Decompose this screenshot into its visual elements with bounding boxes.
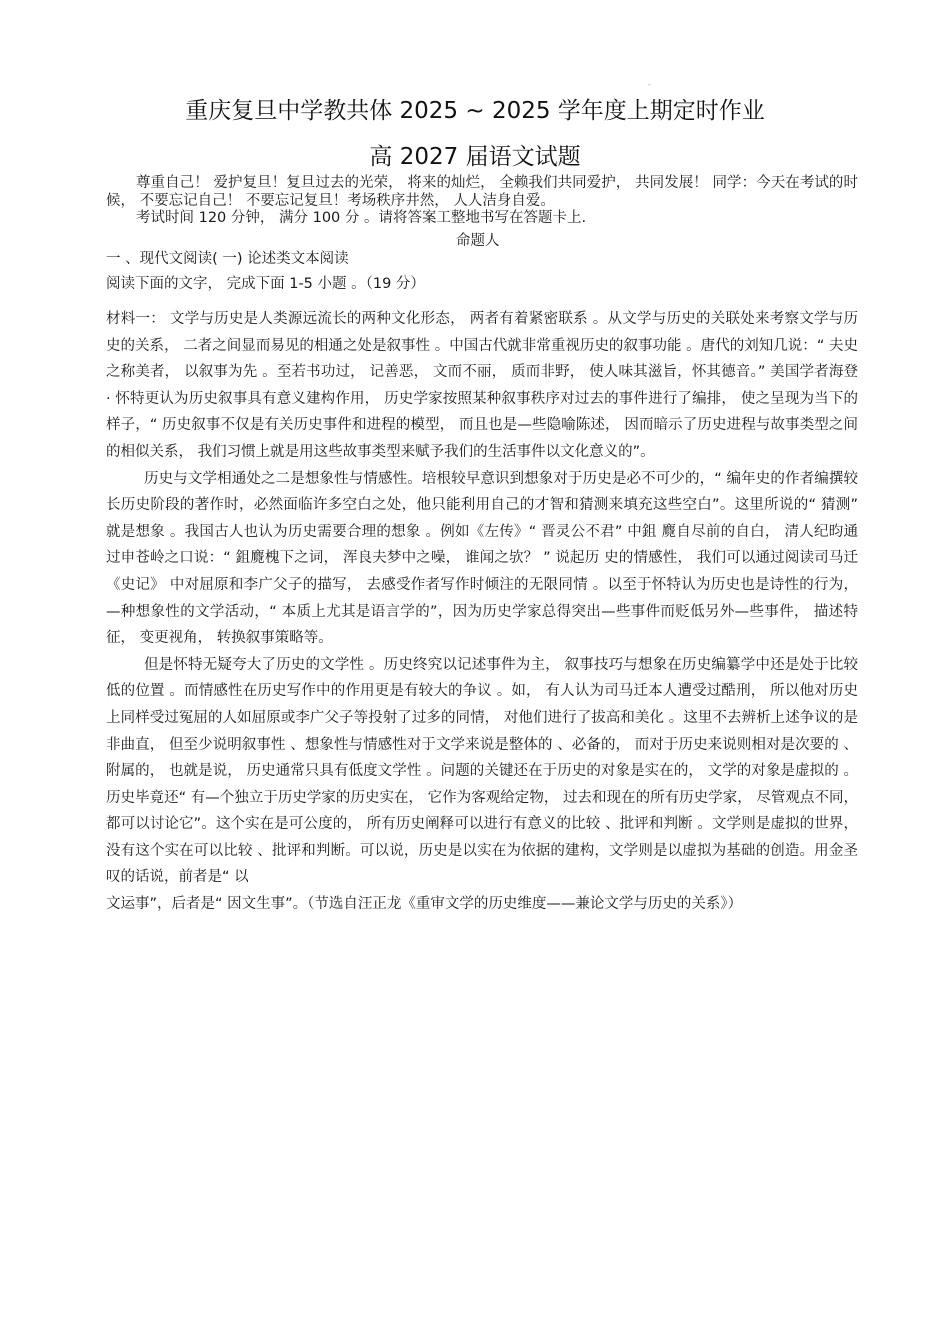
exam-title: 重庆复旦中学教共体 2025 ~ 2025 学年度上期定时作业 [185, 98, 765, 124]
exam-subtitle: 高 2027 届语文试题 [369, 144, 581, 170]
exam-info: 考试时间 120 分钟， 满分 100 分 。请将答案工整地书写在答题卡上. [136, 210, 587, 226]
passage-paragraph-3: 但是怀特无疑夸大了历史的文学性 。历史终究以记述事件为主， 叙事技巧与想象在历史编纂学中还是处于比较低的位置 。而情感性在历史写作中的作用更是有较大的争议 。如， 有人认为司马迁本人遭受过酷刑， 所以他对历史上同样受过冤屈的人如屈原或李广父子等投射了过多的同情， 对他们进行了拔高和美化 。这里不去辨析上述争议的是非曲直， 但至少说明叙事性 、想象性与情感性对于文学来说是整体的 、必备的， 而对于历史来说则相对是次要的 、附属的， 也就是说， 历史通常只具有低度文学性 。问题的关键还在于历史的对象是实在的， 文学的对象是虚拟的 。历史毕竟还“ 有—个独立于历史学家的历史实在， 它作为客观给定物， 过去和现在的所有历史学家， 尽管观点不同， 都可以讨论它”。这个实在是可公度的， 所有历史阐释可以进行有意义的比较 、批评和判断 。文学则是虚拟的世界， 没有这个实在可以比较 、批评和判断。可以说，历史是以实在为依据的建构，文学则是以虚拟为基础的创造。用金圣叹的话说，前者是“ 以 [106, 656, 858, 886]
reading-passage [106, 306, 858, 918]
exam-notice: 尊重自己！ 爱护复旦！复旦过去的光荣， 将来的灿烂， 全赖我们共同爱护， 共同发展！ 同学：今天在考试的时候， 不要忘记自己！ 不要忘记复旦！考场秩序井然， 人人洁身自爱。 [106, 175, 858, 209]
passage-paragraph-1: 材料一： 文学与历史是人类源远流长的两种文化形态， 两者有着紧密联系 。从文学与历史的关联处来考察文学与历史的关系， 二者之间显而易见的相通之处是叙事性 。中国古代就非常重视历史的叙事功能 。唐代的刘知几说：“ 夫史之称美者， 以叙事为先 。至若书功过， 记善恶， 文而不丽， 质而非野， 使人味其滋旨，怀其德音。” 美国学者海登 · 怀特更认为历史叙事具有意义建构作用， 历史学家按照某种叙事秩序对过去的事件进行了编排， 使之呈现为当下的样子，“ 历史叙事不仅是有关历史事件和进程的模型， 而且也是—些隐喻陈述， 因而暗示了历史进程与故事类型之间的相似关系， 我们习惯上就是用这些故事类型来赋予我们的生活事件以文化意义的”。 [106, 311, 858, 460]
author-label: 命题人 [456, 233, 500, 249]
reading-instruction: 阅读下面的文字， 完成下面 1-5 小题 。（19 分） [106, 276, 425, 292]
section-heading: 一 、现代文阅读( 一) 论述类文本阅读 [106, 251, 349, 267]
passage-paragraph-2: 历史与文学相通处之二是想象性与情感性。培根较早意识到想象对于历史是必不可少的，“ 编年史的作者编撰较长历史阶段的著作时，必然面临许多空白之处，他只能利用自己的才智和猜测来填充这些空白”。这里所说的“ 猜测” 就是想象 。我国古人也认为历史需要合理的想象 。例如《左传》“ 晋灵公不君” 中鉏 麑自尽前的自白， 清人纪昀通过申苍岭之口说：“ 鉏麑槐下之词， 浑良夫梦中之噪， 谁闻之欤？ ” 说起历 史的情感性， 我们可以通过阅读司马迁《史记》 中对屈原和李广父子的描写， 去感受作者写作时倾注的无限同情 。以至于怀特认为历史也是诗性的行为， —种想象性的文学活动，“ 本质上尤其是语言学的”，因为历史学家总得突出—些事件而贬低另外—些事件， 描述特征， 变更视角， 转换叙事策略等。 [106, 470, 858, 647]
scan-mark: - [648, 80, 651, 89]
passage-paragraph-4: 文运事”，后者是“ 因文生事”。（节选自汪正龙《重审文学的历史维度——兼论文学与历史的关系》） [106, 896, 743, 913]
